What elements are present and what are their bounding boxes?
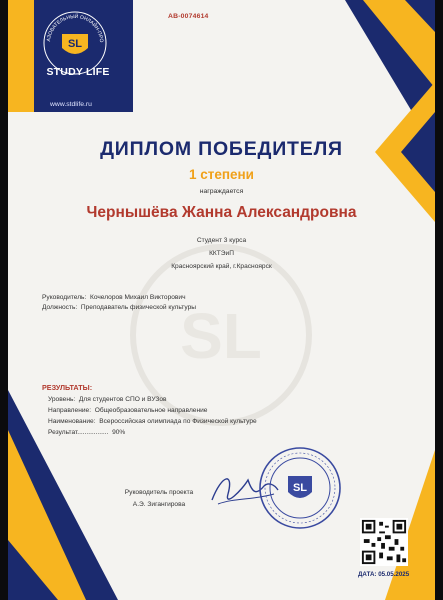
direction-label: Направление: [48,407,92,414]
result-label: Результат................. [48,429,109,436]
results-heading: РЕЗУЛЬТАТЫ: [42,383,93,392]
serial-number: АВ-0074614 [168,13,209,20]
logo-arc-text: АЗОВАТЕЛЬНЫЙ ОНЛАЙН-ПРО [46,13,105,43]
diploma-degree: 1 степени [188,167,254,182]
issue-date: ДАТА: 05.05.2025 [358,571,410,578]
level-label: Уровень: [48,396,76,403]
project-head-label: Руководитель проекта [124,489,194,496]
location: Красноярский край, г.Красноярск [171,263,272,270]
logo-letters: SL [67,38,83,50]
institution: ККТЭиП [209,250,234,257]
student-line: Студент 3 курса [196,237,247,244]
logo-name: STUDY LIFE [46,66,110,78]
svg-text:SL: SL [180,300,262,372]
position-label: Должность: [42,304,78,311]
supervisor-row [42,294,186,301]
supervisor-label: Руководитель: [42,294,87,301]
seal-letters: SL [292,482,308,494]
olympiad-value: Всероссийская олимпиада по Физической культуре [99,418,257,425]
diploma-page [8,0,435,600]
level-value: Для студентов СПО и ВУЗов [78,396,167,403]
result-value: 90% [112,429,126,436]
website-link[interactable]: www.stdlife.ru [50,101,92,108]
result-direction-row [48,407,207,414]
yellow-stripe-top-left [8,0,34,112]
awarded-label: награждается [199,188,244,195]
qr-code-icon[interactable] [360,518,408,566]
direction-value: Общеобразовательное направление [94,407,208,414]
result-level-row [48,396,167,403]
position-value: Преподаватель физической культуры [80,304,196,311]
olympiad-label: Наименование: [48,418,96,425]
result-name-row [48,418,257,425]
result-score-row [48,429,125,436]
diploma-title: ДИПЛОМ ПОБЕДИТЕЛЯ [100,138,343,160]
position-row [42,304,196,311]
seal-stamp-icon [258,446,342,530]
supervisor-name: Кочелоров Михаил Викторович [89,294,186,301]
winner-name: Чернышёва Жанна Александровна [86,204,357,221]
project-head-name: А.Э. Зигангирова [132,501,186,508]
